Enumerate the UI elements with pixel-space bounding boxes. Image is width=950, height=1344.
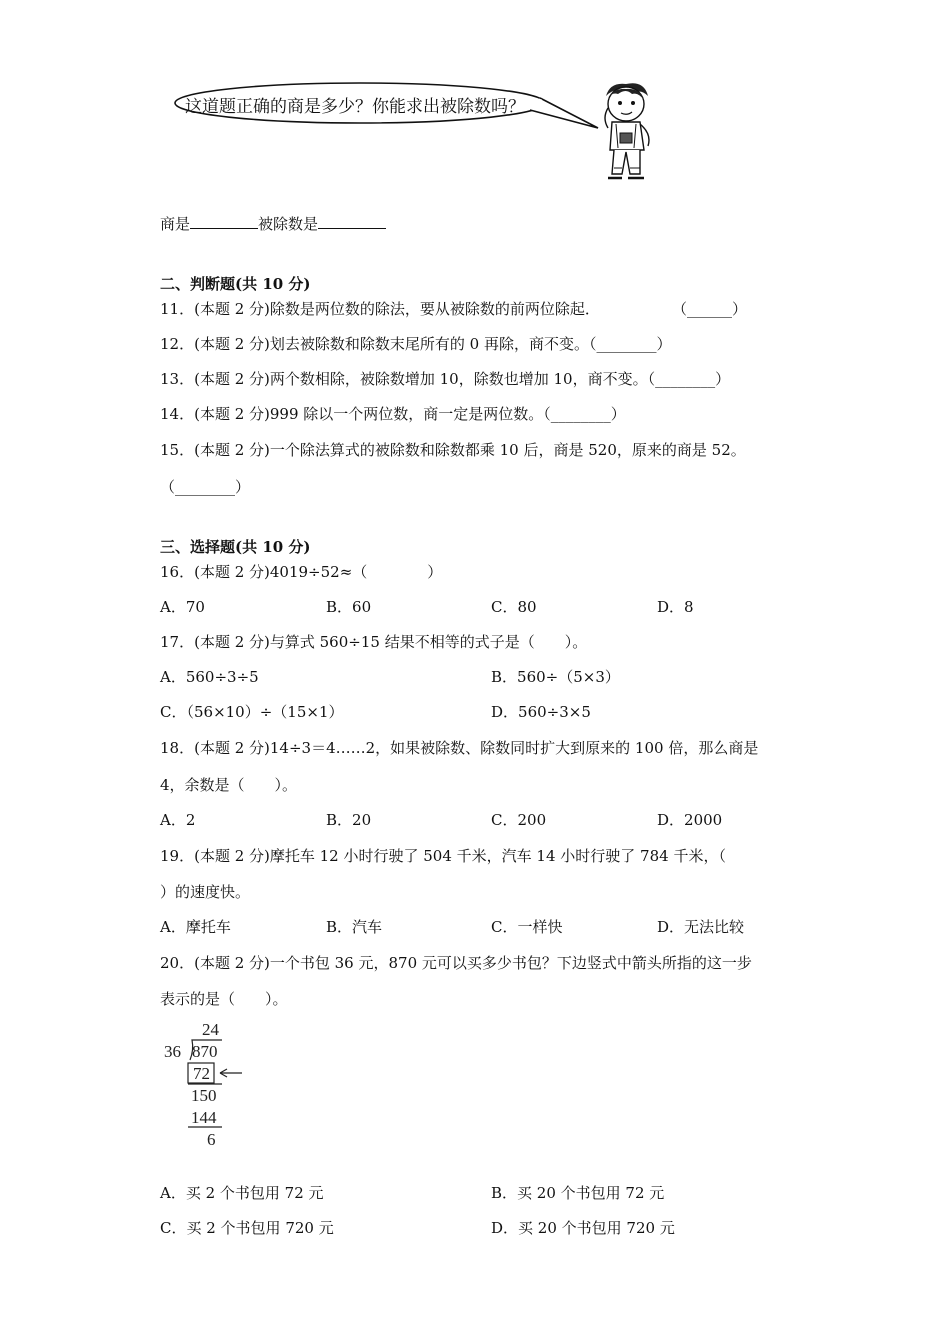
question-15 bbox=[160, 439, 746, 460]
answer-line bbox=[160, 213, 386, 234]
question-20: 20．(本题 2 分)一个书包 36 元，870 元可以买多少书包？下边竖式中箭头所指的这一步 bbox=[160, 954, 752, 972]
option-a[interactable]: A．买 2 个书包用 72 元 bbox=[160, 1184, 324, 1202]
answer-paren[interactable]: （______） bbox=[672, 300, 748, 318]
question-16: 16．(本题 2 分)4019÷52≈（ ） bbox=[160, 563, 443, 581]
division-remainder1: 150 bbox=[191, 1086, 217, 1105]
question-13 bbox=[160, 368, 730, 389]
boy-thinking-icon bbox=[592, 78, 662, 186]
option-c[interactable]: C．一样快 bbox=[491, 918, 563, 936]
question-19-line2: ）的速度快。 bbox=[160, 883, 251, 901]
option-d[interactable]: D．8 bbox=[657, 598, 694, 616]
option-c[interactable]: C．200 bbox=[491, 811, 547, 829]
question-text: 15．(本题 2 分)一个除法算式的被除数和除数都乘 10 后，商是 520，原来的商是 52。 bbox=[160, 441, 746, 459]
question-14 bbox=[160, 403, 626, 424]
division-remainder: 6 bbox=[207, 1130, 216, 1149]
answer-paren[interactable]: （________） bbox=[543, 405, 626, 423]
option-a[interactable]: A．70 bbox=[160, 598, 205, 616]
division-dividend: 870 bbox=[192, 1042, 218, 1061]
answer-paren[interactable]: （________） bbox=[647, 370, 731, 388]
option-c[interactable]: C．80 bbox=[491, 598, 537, 616]
question-text: 14．(本题 2 分)999 除以一个两位数，商一定是两位数。 bbox=[160, 405, 544, 423]
quotient-label: 商是 bbox=[160, 215, 191, 233]
division-step1: 72 bbox=[193, 1064, 210, 1083]
option-d[interactable]: D．560÷3×5 bbox=[491, 703, 591, 721]
answer-paren[interactable]: （________） bbox=[588, 335, 672, 353]
option-c[interactable]: C．（56×10）÷（15×1） bbox=[160, 703, 344, 721]
division-step2: 144 bbox=[191, 1108, 217, 1127]
dividend-label: 被除数是 bbox=[258, 215, 319, 233]
option-b[interactable]: B．20 bbox=[326, 811, 372, 829]
option-d[interactable]: D．买 20 个书包用 720 元 bbox=[491, 1219, 675, 1237]
section-2-title: 二、判断题(共 10 分) bbox=[160, 275, 311, 293]
option-b[interactable]: B．560÷（5×3） bbox=[491, 668, 620, 686]
division-quotient: 24 bbox=[202, 1020, 219, 1039]
question-text: 11．(本题 2 分)除数是两位数的除法，要从被除数的前两位除起． bbox=[160, 300, 600, 318]
question-18-line2: 4，余数是（ ）。 bbox=[160, 776, 298, 794]
quotient-blank[interactable] bbox=[190, 214, 258, 229]
option-c[interactable]: C．买 2 个书包用 720 元 bbox=[160, 1219, 334, 1237]
option-d[interactable]: D．2000 bbox=[657, 811, 723, 829]
option-d[interactable]: D．无法比较 bbox=[657, 918, 745, 936]
dividend-blank[interactable] bbox=[318, 214, 386, 229]
question-18: 18．(本题 2 分)14÷3＝4……2，如果被除数、除数同时扩大到原来的 100 倍，那么商是 bbox=[160, 739, 759, 757]
question-text: 12．(本题 2 分)划去被除数和除数末尾所有的 0 再除，商不变。 bbox=[160, 335, 589, 353]
option-b[interactable]: B．汽车 bbox=[326, 918, 383, 936]
option-a[interactable]: A．2 bbox=[160, 811, 196, 829]
question-text: 13．(本题 2 分)两个数相除，被除数增加 10，除数也增加 10，商不变。 bbox=[160, 370, 648, 388]
bubble-text: 这道题正确的商是多少？你能求出被除数吗？ bbox=[185, 97, 525, 117]
long-division bbox=[160, 1018, 260, 1152]
option-b[interactable]: B．60 bbox=[326, 598, 372, 616]
option-a[interactable]: A．摩托车 bbox=[160, 918, 231, 936]
question-11 bbox=[160, 298, 600, 319]
question-19: 19．(本题 2 分)摩托车 12 小时行驶了 504 千米，汽车 14 小时行驶了 784 千米，（ bbox=[160, 847, 726, 865]
division-divisor: 36 bbox=[164, 1042, 181, 1061]
question-20-line2: 表示的是（ ）。 bbox=[160, 990, 288, 1008]
section-3-title: 三、选择题(共 10 分) bbox=[160, 538, 311, 556]
option-b[interactable]: B．买 20 个书包用 72 元 bbox=[491, 1184, 665, 1202]
answer-paren[interactable]: （________） bbox=[160, 478, 251, 496]
question-17: 17．(本题 2 分)与算式 560÷15 结果不相等的式子是（ ）。 bbox=[160, 633, 588, 651]
option-a[interactable]: A．560÷3÷5 bbox=[160, 668, 259, 686]
question-12 bbox=[160, 333, 671, 354]
